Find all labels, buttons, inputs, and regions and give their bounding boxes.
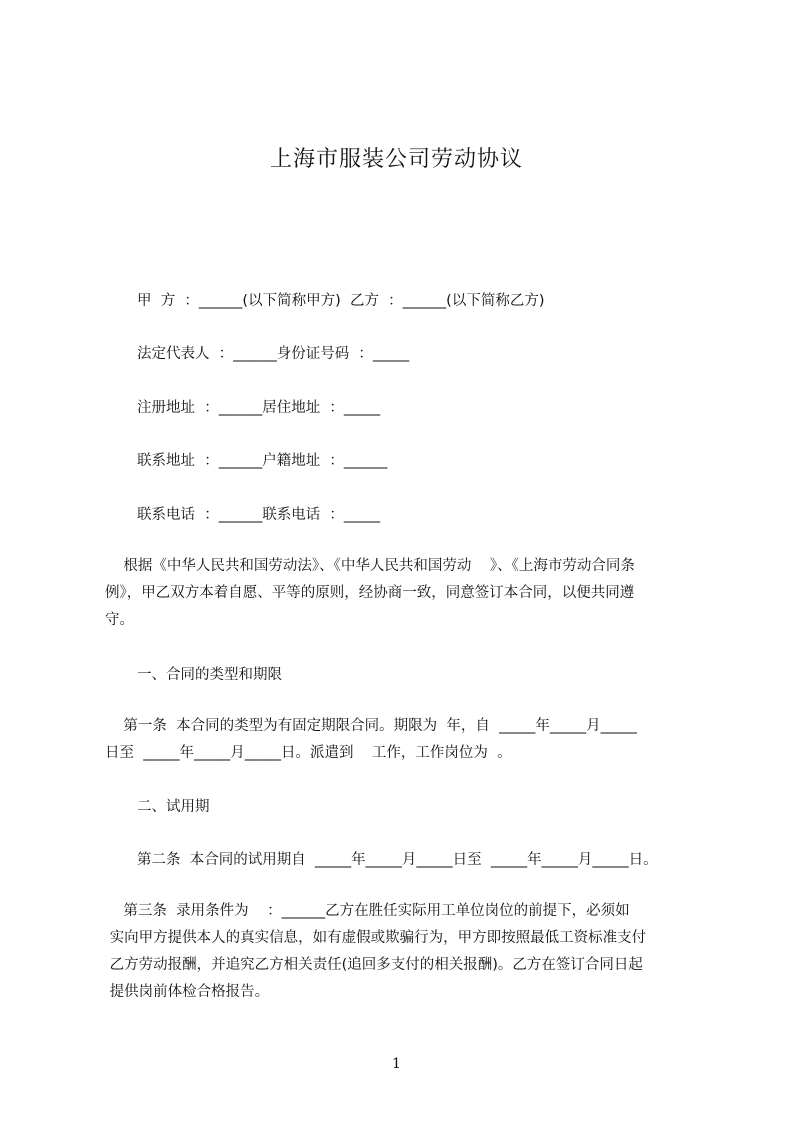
legal-rep-line: 法定代表人 ：______身份证号码 ：_____ — [137, 346, 410, 362]
section-heading-1: 一、合同的类型和期限 — [137, 667, 282, 683]
article-1-line: 日至 _____年_____月_____日。派遣到 工作，工作岗位为 。 — [105, 745, 512, 761]
section-heading-2: 二、试用期 — [137, 799, 210, 815]
contact-address-line: 联系地址 ：______户籍地址 ：______ — [137, 453, 388, 469]
document-title: 上海市服装公司劳动协议 — [269, 147, 523, 172]
intro-line: 根据《中华人民共和国劳动法》、《中华人民共和国劳动 》、《上海市劳动合同条 — [105, 558, 635, 574]
intro-line: 守。 — [105, 612, 134, 628]
article-1 — [105, 713, 705, 767]
registered-address-line: 注册地址 ：______居住地址 ：_____ — [137, 400, 381, 416]
article-3 — [105, 898, 705, 1006]
article-3-line: 提供岗前体检合格报告。 — [105, 984, 270, 1000]
article-3-line: 乙方劳动报酬，并追究乙方相关责任(追回多支付的相关报酬)。乙方在签订合同日起 — [105, 957, 643, 973]
intro-paragraph — [105, 553, 705, 634]
contact-phone-line: 联系电话 ：______联系电话 ：_____ — [137, 507, 381, 523]
article-1-line: 第一条 本合同的类型为有固定期限合同。期限为 年，自 _____年_____月_____ — [105, 718, 637, 734]
article-3-line: 第三条 录用条件为 ：______乙方在胜任实际用工单位岗位的前提下，必须如 — [105, 903, 630, 919]
party-line: 甲 方 ：______(以下简称甲方) 乙方 ：______(以下简称乙方) — [137, 293, 545, 309]
page-number: 1 — [392, 1056, 401, 1072]
article-3-line: 实向甲方提供本人的真实信息，如有虚假或欺骗行为，甲方即按照最低工资标准支付 — [105, 930, 647, 946]
article-2: 第二条 本合同的试用期自 _____年_____月_____日至 _____年_____月_____日。 — [137, 852, 658, 868]
intro-line: 例》，甲乙双方本着自愿、平等的原则，经协商一致，同意签订本合同，以便共同遵 — [105, 585, 635, 601]
